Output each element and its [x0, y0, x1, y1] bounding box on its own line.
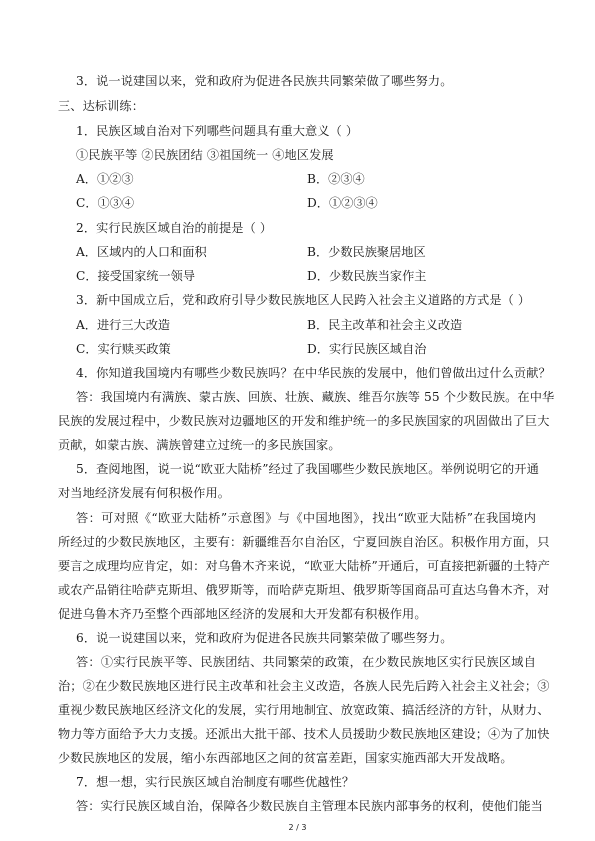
mc-1-option-a: A．①②③: [76, 172, 134, 186]
mc-question-1-items: ①民族平等 ②民族团结 ③祖国统一 ④地区发展: [76, 148, 334, 162]
section-heading-practice: 三、达标训练：: [58, 99, 145, 113]
answer-6-line-4: 物力等方面给予大力支援。还派出大批干部、技术人员援助少数民族地区建设；④为了加快: [58, 727, 550, 741]
answer-7-line-1: 答：实行民族区域自治，保障各少数民族自主管理本民族内部事务的权利，使他们能当: [76, 799, 543, 813]
mc-question-1: 1．民族区域自治对下列哪些问题具有重大意义（ ）: [76, 124, 359, 138]
question-5-line-2: 对当地经济发展有何积极作用。: [58, 486, 231, 500]
question-3-review: 3．说一说建国以来，党和政府为促进各民族共同繁荣做了哪些努力。: [76, 74, 453, 88]
mc-question-2: 2．实行民族区域自治的前提是（ ）: [76, 221, 273, 235]
answer-6-line-3: 重视少数民族地区经济文化的发展，实行用地制宜、放宽政策、搞活经济的方针，从财力、: [58, 703, 550, 717]
mc-2-option-c: C．接受国家统一领导: [76, 269, 196, 283]
answer-5-line-5: 促进乌鲁木齐乃至整个西部地区经济的发展和大开发都有积极作用。: [58, 607, 427, 621]
answer-4-line-3: 贡献，如蒙古族、满族曾建立过统一的多民族国家。: [58, 438, 341, 452]
mc-2-option-d: D．少数民族当家作主: [307, 269, 427, 283]
mc-3-option-c: C．实行赎买政策: [76, 342, 171, 356]
question-4: 4．你知道我国境内有哪些少数民族吗？在中华民族的发展中，他们曾做出过什么贡献？: [76, 366, 551, 380]
answer-5-line-4: 或农产品销往哈萨克斯坦、俄罗斯等，而哈萨克斯坦、俄罗斯等国商品可直达乌鲁木齐，对: [58, 583, 550, 597]
answer-5-line-3: 要言之成理均应肯定，如：对乌鲁木齐来说，“欧亚大陆桥”开通后，可直接把新疆的土特产: [58, 559, 550, 573]
answer-4-line-1: 答：我国境内有满族、蒙古族、回族、壮族、藏族、维吾尔族等 55 个少数民族。在中华: [76, 390, 555, 404]
mc-1-option-c: C．①③④: [76, 196, 135, 210]
mc-2-option-a: A．区域内的人口和面积: [76, 245, 207, 259]
mc-1-option-b: B．②③④: [307, 172, 365, 186]
mc-1-option-d: D．①②③④: [307, 196, 378, 210]
question-7: 7．想一想，实行民族区域自治制度有哪些优越性？: [76, 775, 355, 789]
answer-5-line-1: 答：可对照《“欧亚大陆桥”示意图》与《中国地图》，找出“欧亚大陆桥”在我国境内: [76, 511, 536, 525]
question-6: 6．说一说建国以来，党和政府为促进各民族共同繁荣做了哪些努力。: [76, 631, 453, 645]
mc-3-option-d: D．实行民族区域自治: [307, 342, 427, 356]
mc-3-option-a: A．进行三大改造: [76, 318, 171, 332]
page-number: 2 / 3: [288, 823, 307, 832]
answer-6-line-5: 少数民族地区的发展，缩小东西部地区之间的贫富差距，国家实施西部大开发战略。: [58, 751, 513, 765]
answer-4-line-2: 民族的发展过程中，少数民族对边疆地区的开发和维护统一的多民族国家的巩固做出了巨大: [58, 414, 550, 428]
answer-5-line-2: 所经过的少数民族地区，主要有：新疆维吾尔自治区，宁夏回族自治区。积极作用方面，只: [58, 535, 550, 549]
mc-3-option-b: B．民主改革和社会主义改造: [307, 318, 463, 332]
question-5-line-1: 5．查阅地图，说一说“欧亚大陆桥”经过了我国哪些少数民族地区。举例说明它的开通: [76, 462, 539, 476]
mc-2-option-b: B．少数民族聚居地区: [307, 245, 426, 259]
answer-6-line-2: 治；②在少数民族地区进行民主改革和社会主义改造，各族人民先后跨入社会主义社会；③: [58, 679, 550, 693]
answer-6-line-1: 答：①实行民族平等、民族团结、共同繁荣的政策，在少数民族地区实行民族区域自: [76, 655, 536, 669]
mc-question-3: 3．新中国成立后，党和政府引导少数民族地区人民跨入社会主义道路的方式是（ ）: [76, 293, 531, 307]
